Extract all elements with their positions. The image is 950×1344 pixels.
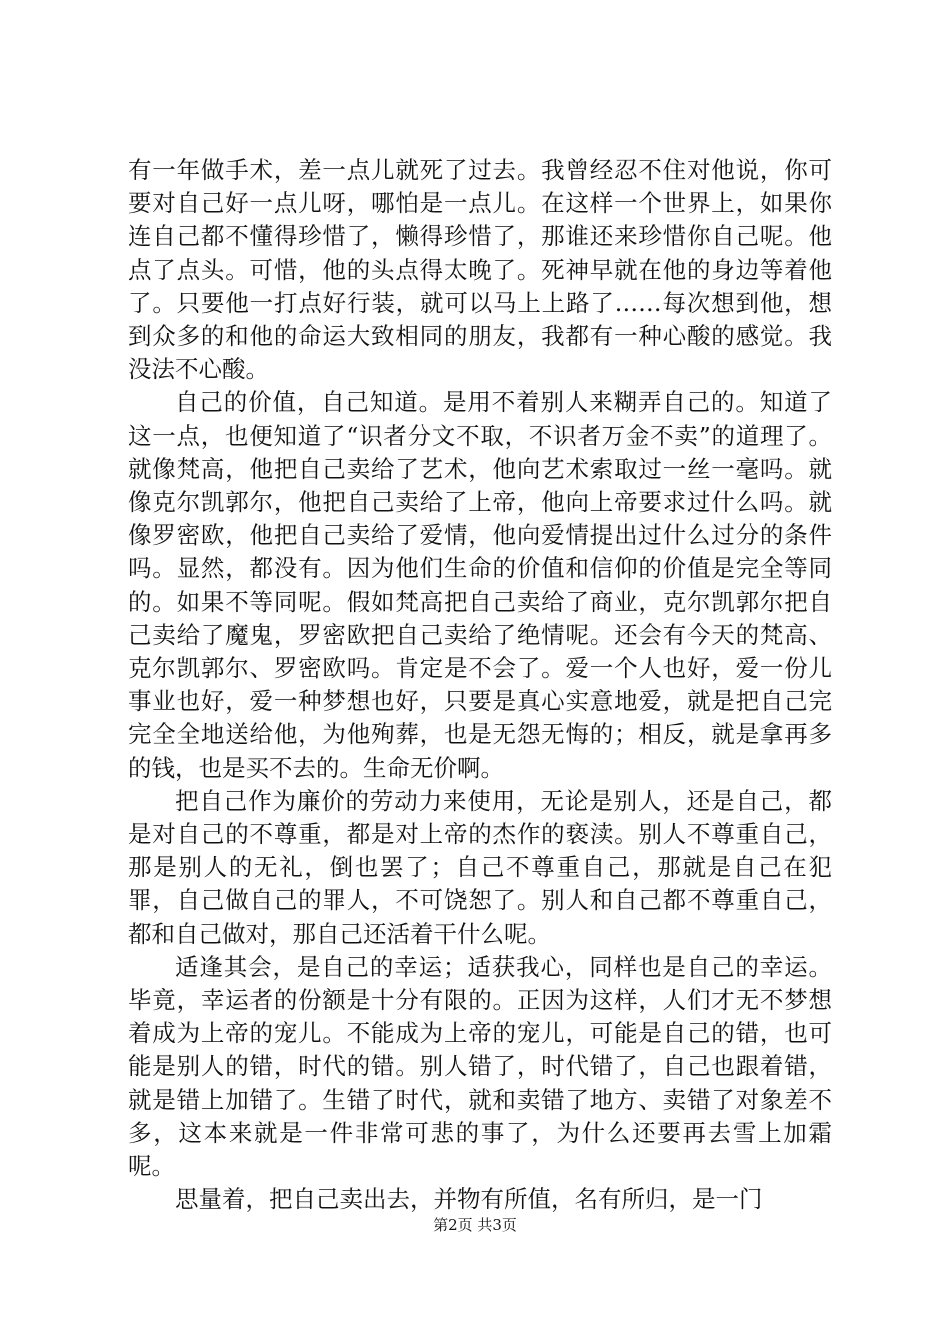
paragraph-5: 思量着，把自己卖出去，并物有所值，名有所归，是一门 <box>175 1185 763 1214</box>
body-text <box>128 154 832 1217</box>
paragraph-1: 有一年做手术，差一点儿就死了过去。我曾经忍不住对他说，你可要对自己好一点儿呀，哪怕是一点儿。在这样一个世界上，如果你连自己都不懂得珍惜了，懒得珍惜了，那谁还来珍惜你自己呢。他点了点头。可惜，他的头点得太晚了。死神早就在他的身边等着他了。只要他一打点好行装，就可以马上上路了……每次想到他，想到众多的和他的命运大致相同的朋友，我都有一种心酸的感觉。我没法不心酸。 <box>128 156 832 384</box>
paragraph-2: 自己的价值，自己知道。是用不着别人来糊弄自己的。知道了这一点，也便知道了“识者分文不取，不识者万金不卖”的道理了。就像梵高，他把自己卖给了艺术，他向艺术索取过一丝一毫吗。就像克尔凯郭尔，他把自己卖给了上帝，他向上帝要求过什么吗。就像罗密欧，他把自己卖给了爱情，他向爱情提出过什么过分的条件吗。显然，都没有。因为他们生命的价值和信仰的价值是完全等同的。如果不等同呢。假如梵高把自己卖给了商业，克尔凯郭尔把自己卖给了魔鬼，罗密欧把自己卖给了绝情呢。还会有今天的梵高、克尔凯郭尔、罗密欧吗。肯定是不会了。爱一个人也好，爱一份儿事业也好，爱一种梦想也好，只要是真心实意地爱，就是把自己完完全全地送给他，为他殉葬，也是无怨无悔的；相反，就是拿再多的钱，也是买不去的。生命无价啊。 <box>128 388 832 782</box>
page-footer: 第2页 共3页 <box>433 1216 517 1234</box>
paragraph-3: 把自己作为廉价的劳动力来使用，无论是别人，还是自己，都是对自己的不尊重，都是对上帝的杰作的亵渎。别人不尊重自己，那是别人的无礼，倒也罢了；自己不尊重自己，那就是自己在犯罪，自己做自己的罪人，不可饶恕了。别人和自己都不尊重自己，都和自己做对，那自己还活着干什么呢。 <box>128 786 832 948</box>
paragraph-4: 适逢其会，是自己的幸运；适获我心，同样也是自己的幸运。毕竟，幸运者的份额是十分有限的。正因为这样，人们才无不梦想着成为上帝的宠儿。不能成为上帝的宠儿，可能是自己的错，也可能是别人的错，时代的错。别人错了，时代错了，自己也跟着错，就是错上加错了。生错了时代，就和卖错了地方、卖错了对象差不多，这本来就是一件非常可悲的事了，为什么还要再去雪上加霜呢。 <box>128 952 832 1181</box>
